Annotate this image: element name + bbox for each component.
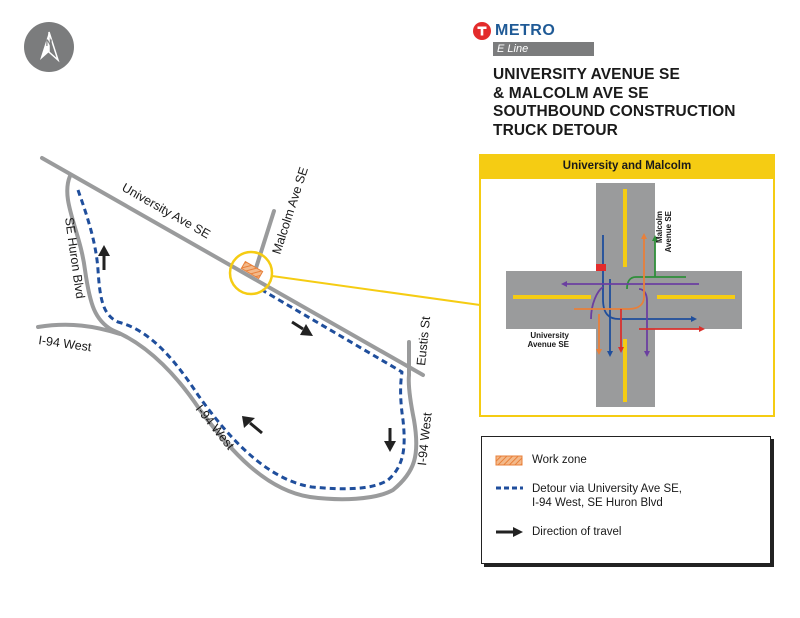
inset-label-university-1: University — [530, 331, 569, 340]
inset-title: University and Malcolm — [479, 154, 775, 179]
direction-legend-icon — [496, 527, 523, 537]
label-huron-blvd: SE Huron Blvd — [62, 216, 88, 300]
metro-brand: METRO — [495, 22, 556, 39]
label-eustis-st: Eustis St — [414, 315, 434, 367]
legend-detour-label-1: Detour via University Ave SE, — [532, 483, 682, 495]
north-arrow-icon — [24, 22, 74, 72]
inset-label-university-2: Avenue SE — [527, 340, 569, 349]
inset-label-malcolm-1: Malcolm — [655, 211, 664, 244]
callout-line — [272, 276, 480, 305]
compass-label: N — [45, 38, 53, 48]
legend-direction-label: Direction of travel — [532, 526, 622, 538]
malcolm-ave-road — [256, 211, 274, 268]
i94-west-road — [112, 330, 416, 499]
metro-logo-icon — [473, 22, 491, 40]
title-line: & MALCOLM AVE SE — [493, 84, 649, 102]
label-i94-west-left: I-94 West — [37, 333, 93, 355]
page-title — [493, 66, 793, 140]
detour-route-line — [78, 190, 404, 489]
work-zone-legend-icon — [496, 456, 522, 465]
legend-work-zone-label: Work zone — [532, 454, 587, 466]
label-i94-west-mid: I-94 West — [192, 402, 238, 453]
legend-detour-label-2: I-94 West, SE Huron Blvd — [532, 497, 663, 509]
inset-label-malcolm-2: Avenue SE — [664, 211, 673, 253]
line-name: E Line — [497, 43, 529, 55]
label-i94-west-right: I-94 West — [415, 411, 435, 467]
title-line: SOUTHBOUND CONSTRUCTION — [493, 103, 736, 120]
title-line: TRUCK DETOUR — [493, 121, 618, 139]
intersection-diagram — [479, 179, 775, 417]
label-malcolm-ave: Malcolm Ave SE — [269, 165, 311, 256]
university-ave-road — [42, 158, 423, 375]
label-university-ave: University Ave SE — [119, 180, 213, 242]
title-line: UNIVERSITY AVENUE SE — [493, 66, 680, 83]
